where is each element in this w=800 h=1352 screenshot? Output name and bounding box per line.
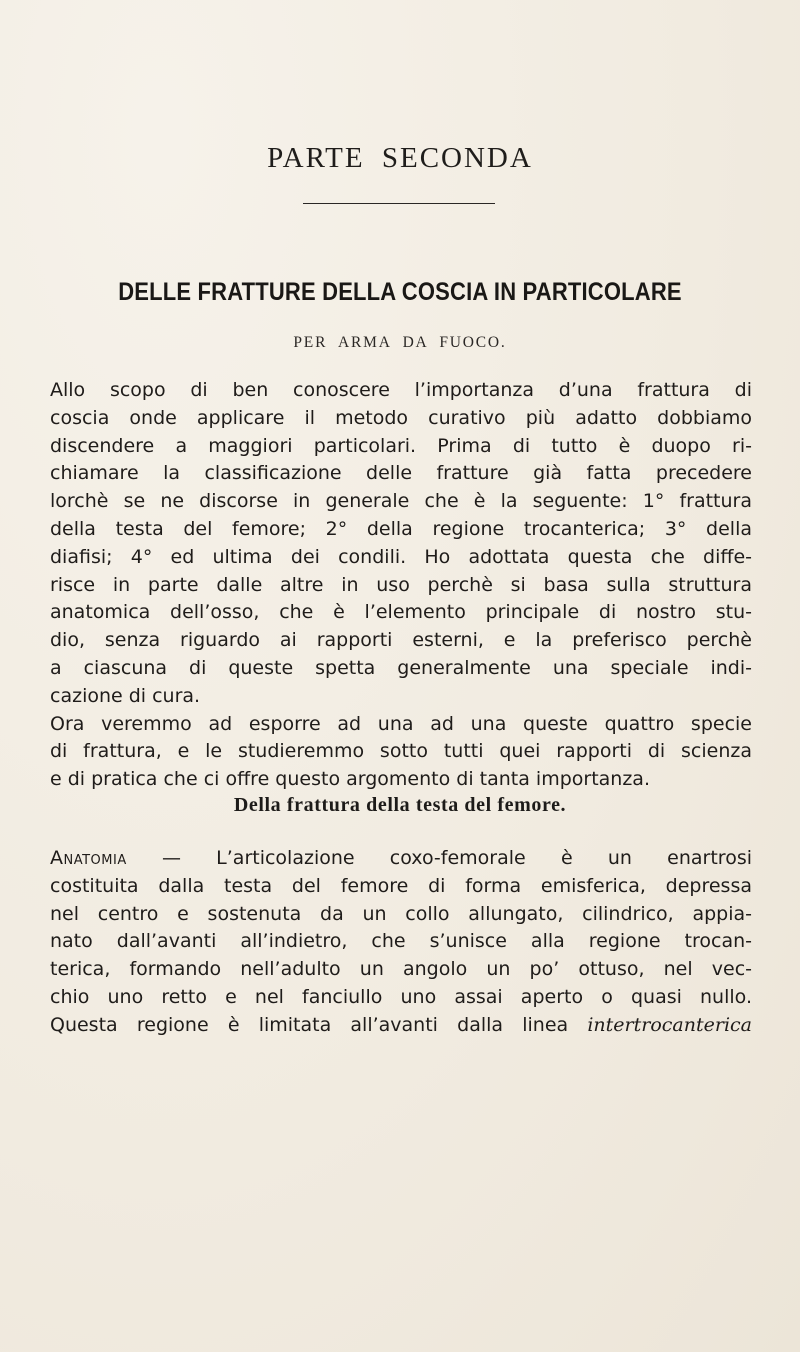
text-line: nel centro e sostenuta da un collo allungato, cilindrico, appia- <box>50 902 752 925</box>
text-line <box>50 1012 752 1040</box>
text-line: risce in parte dalle altre in uso perchè si basa sulla struttura <box>50 573 752 596</box>
text-line: chiamare la classificazione delle fratture già fatta precedere <box>50 462 752 485</box>
text-line: e di pratica che ci offre questo argomento di tanta importanza. <box>50 768 650 791</box>
text-fragment: — L’articolazione coxo-femorale è un enartrosi <box>126 847 752 869</box>
text-line: Allo scopo di ben conoscere l’importanza d’una frattura di <box>50 379 752 401</box>
text-line: anatomica dell’osso, che è l’elemento principale di nostro stu- <box>50 601 752 624</box>
text-line: Ora veremmo ad esporre ad una ad una queste quattro specie <box>50 712 752 735</box>
text-line: terica, formando nell’adulto un angolo un po’ ottuso, nel vec- <box>50 958 752 981</box>
text-line: discendere a maggiori particolari. Prima di tutto è duopo ri- <box>50 434 752 457</box>
text-line: coscia onde applicare il metodo curativo più adatto dobbiamo <box>50 406 752 429</box>
title-divider-rule <box>303 203 495 204</box>
text-line: chio uno retto e nel fanciullo uno assai aperto o quasi nullo. <box>50 985 752 1008</box>
italic-term: intertrocanterica <box>587 1013 752 1036</box>
chapter-subtitle: PER ARMA DA FUOCO. <box>293 334 507 351</box>
anatomy-paragraph <box>50 845 752 1040</box>
text-line: nato dall’avanti all’indietro, che s’unisce alla regione trocan- <box>50 930 752 953</box>
text-line: costituita dalla testa del femore di forma emisferica, depressa <box>50 874 752 897</box>
text-line <box>50 845 752 873</box>
lead-word: Anatomia <box>50 847 127 869</box>
intro-paragraphs <box>50 377 752 794</box>
text-line: della testa del femore; 2° della regione trocanterica; 3° della <box>50 517 752 540</box>
text-line: a ciascuna di queste spetta generalmente una speciale indi- <box>50 656 752 679</box>
text-line: dio, senza riguardo ai rapporti esterni, e la preferisco perchè <box>50 629 752 652</box>
part-title: PARTE SECONDA <box>267 142 533 174</box>
section-heading: Della frattura della testa del femore. <box>233 794 567 816</box>
text-line: di frattura, e le studieremmo sotto tutti quei rapporti di scienza <box>50 740 752 763</box>
text-fragment: Questa regione è limitata all’avanti dalla linea <box>50 1013 588 1036</box>
text-line: cazione di cura. <box>50 684 201 707</box>
chapter-title: DELLE FRATTURE DELLA COSCIA IN PARTICOLARE <box>118 278 682 306</box>
text-line: lorchè se ne discorse in generale che è la seguente: 1° frattura <box>50 490 752 513</box>
text-line: diafisi; 4° ed ultima dei condili. Ho adottata questa che diffe- <box>50 545 752 568</box>
